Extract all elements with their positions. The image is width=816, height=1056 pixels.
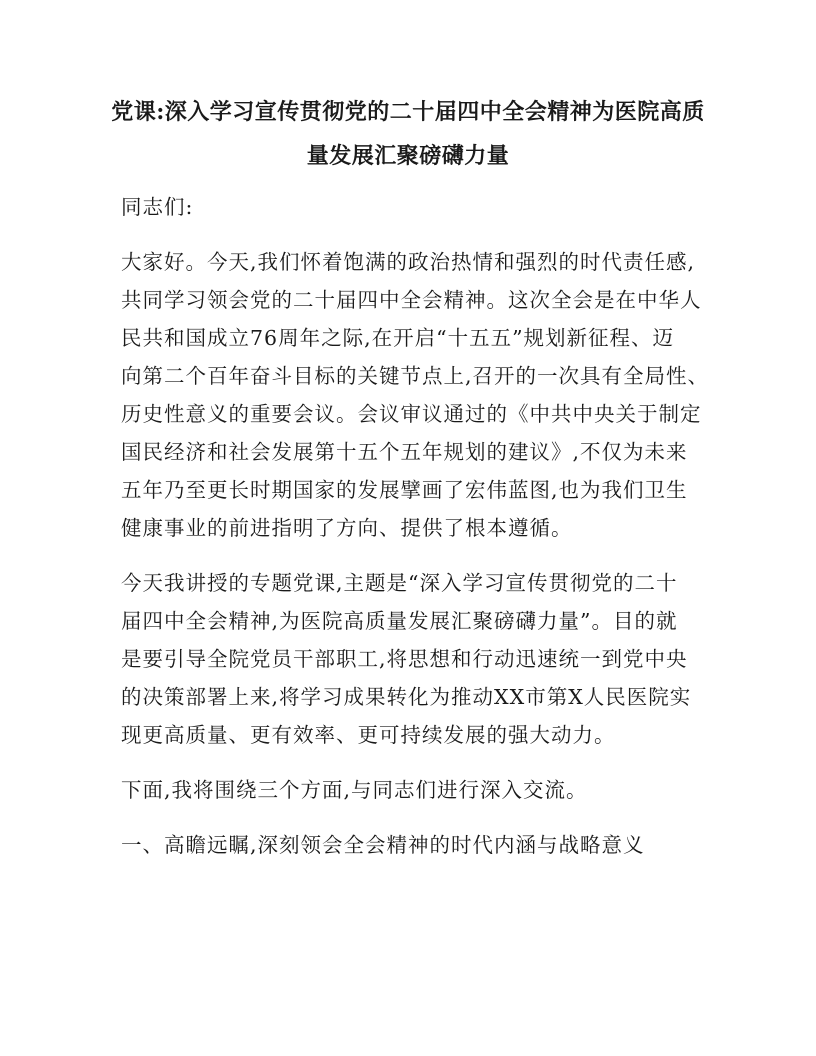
text-line: 现更高质量、更有效率、更可持续发展的强大动力。 <box>121 723 616 747</box>
text-line: 共同学习领会党的二十届四中全会精神。这次全会是在中华人 <box>121 288 702 312</box>
document-body <box>121 188 721 881</box>
text-line: 下面,我将围绕三个方面,与同志们进行深入交流。 <box>121 778 588 802</box>
text-line: 的决策部署上来,将学习成果转化为推动XX市第X人民医院实 <box>121 685 692 709</box>
text-line: 大家好。今天,我们怀着饱满的政治热情和强烈的时代责任感, <box>121 250 696 274</box>
text-line: 五年乃至更长时期国家的发展擘画了宏伟蓝图,也为我们卫生 <box>121 478 688 502</box>
text-line: 民共和国成立76周年之际,在开启“十五五”规划新征程、迈 <box>121 326 675 350</box>
paragraph-intro <box>121 243 721 547</box>
text-line: 历史性意义的重要会议。会议审议通过的《中共中央关于制定 <box>121 402 702 426</box>
paragraph-outline <box>121 771 721 809</box>
text-line: 同志们: <box>121 195 194 219</box>
title-line: 量发展汇聚磅礴力量 <box>306 143 510 169</box>
section-heading <box>121 826 721 864</box>
heading-text: 一、高瞻远瞩,深刻领会全会精神的时代内涵与战略意义 <box>121 833 645 857</box>
salutation <box>121 188 721 226</box>
text-line: 向第二个百年奋斗目标的关键节点上,召开的一次具有全局性、 <box>121 364 710 388</box>
text-line: 届四中全会精神,为医院高质量发展汇聚磅礴力量”。目的就 <box>121 609 678 633</box>
title-line: 党课:深入学习宣传贯彻党的二十届四中全会精神为医院高质 <box>111 99 705 125</box>
paragraph-topic <box>121 564 721 754</box>
text-line: 健康事业的前进指明了方向、提供了根本遵循。 <box>121 516 573 540</box>
text-line: 是要引导全院党员干部职工,将思想和行动迅速统一到党中央 <box>121 647 688 671</box>
text-line: 今天我讲授的专题党课,主题是“深入学习宣传贯彻党的二十 <box>121 571 678 595</box>
text-line: 国民经济和社会发展第十五个五年规划的建议》,不仅为未来 <box>121 440 688 464</box>
document-title <box>110 90 706 178</box>
